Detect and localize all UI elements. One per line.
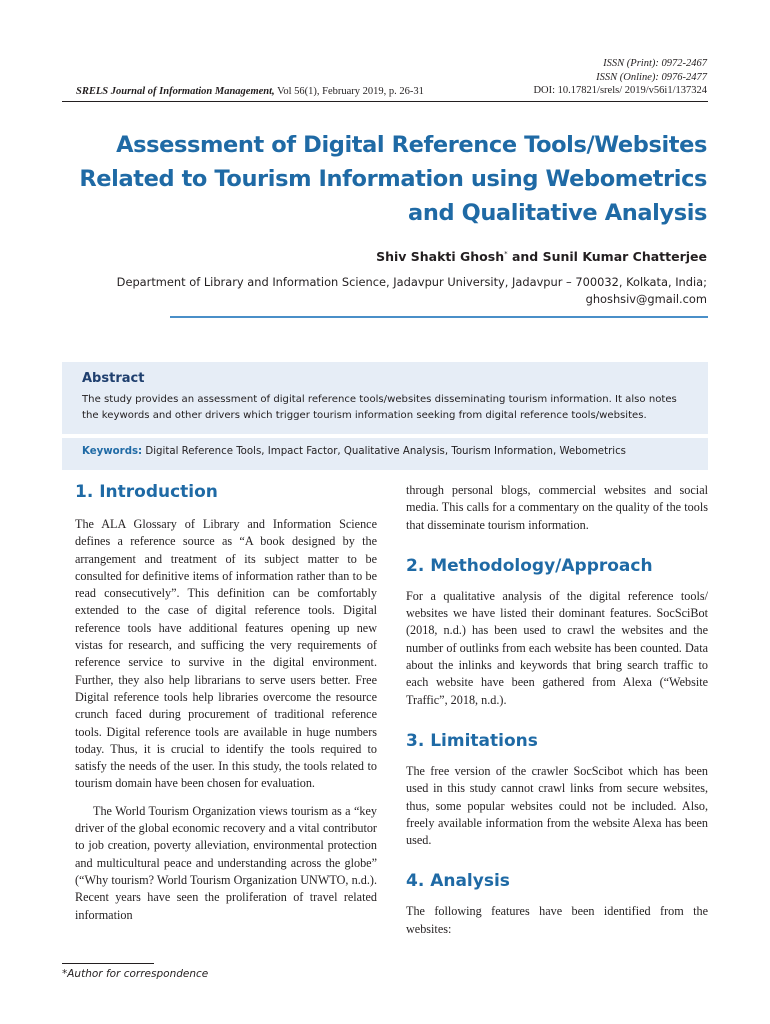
keywords-list: Digital Reference Tools, Impact Factor, Qualitative Analysis, Tourism Information, Webometrics	[142, 446, 626, 457]
paper-title	[47, 128, 707, 230]
author-email[interactable]: ghoshsiv@gmail.com	[585, 292, 707, 306]
identifiers-block	[533, 57, 707, 98]
section-heading-analysis: 4. Analysis	[406, 871, 510, 892]
keywords-box	[62, 436, 708, 470]
author-2: and Sunil Kumar Chatterjee	[507, 249, 707, 264]
doi[interactable]: DOI: 10.17821/srels/ 2019/v56i1/137324	[533, 85, 707, 96]
intro-paragraph-2: The World Tourism Organization views tourism as a “key driver of the global economic recovery and a vital contributor to job creation, poverty alleviation, environmental protection and multicultural peace and understanding across the globe” (“Why tourism? World Tourism Organization UNWTO, n.d.). Recent years have seen the proliferation of travel related information	[75, 803, 377, 922]
affiliation-address: Department of Library and Information Science, Jadavpur University, Jadavpur – 700032, Kolkata, India;	[116, 275, 707, 289]
running-header-citation	[76, 86, 424, 97]
right-column	[406, 482, 708, 938]
title-line-1: Assessment of Digital Reference Tools/Websites	[116, 132, 707, 158]
section-heading-introduction: 1. Introduction	[75, 482, 218, 502]
journal-name: SRELS Journal of Information Management,	[76, 86, 275, 97]
footnote: *Author for correspondence	[62, 968, 209, 980]
affiliation	[107, 274, 707, 308]
authors	[376, 249, 707, 264]
title-line-3: and Qualitative Analysis	[408, 200, 707, 226]
correspondence-marker: *	[504, 249, 508, 258]
intro-paragraph-continued: through personal blogs, commercial websites and social media. This calls for a commentary on the quality of the tools that disseminate tourism information.	[406, 483, 708, 532]
volume-info: Vol 56(1), February 2019, p. 26-31	[274, 86, 424, 97]
footnote-divider	[62, 963, 154, 964]
abstract-text: The study provides an assessment of digital reference tools/websites disseminating tourism information. It also notes the keywords and other drivers which trigger tourism information seeking from digital reference tools/websites.	[82, 394, 677, 421]
title-line-2: Related to Tourism Information using Webometrics	[79, 166, 707, 192]
title-divider	[170, 316, 708, 318]
issn-print: ISSN (Print): 0972-2467	[603, 58, 707, 69]
keywords-label: Keywords:	[82, 446, 143, 457]
issn-online: ISSN (Online): 0976-2477	[596, 71, 707, 83]
abstract-box	[62, 362, 708, 434]
intro-paragraph-1: The ALA Glossary of Library and Information Science defines a reference source as “A book designed by the arrangement and treatment of its subject matter to be consulted for definitive items of information rather than to be read consecutively”. This definition can be comfortably extended to the case of digital reference tools. Digital reference tools have additional features opening up new vistas for research, and sufficing the very requirements of reference service to survive in the digital environment. Further, they also help librarians to serve users better. Free Digital reference tools help libraries overcome the resource crunch faced during procurement of traditional reference tools. Digital reference tools are available in huge numbers today. Thus, it is crucial to identify the tools required to satisfy the needs of the user. In this study, the tools related to tourism domain have been chosen for evaluation.	[75, 517, 377, 791]
methodology-paragraph: For a qualitative analysis of the digital reference tools/ websites we have listed their dominant features. SocSciBot (2018, n.d.) has been used to crawl the websites and the number of outlinks from each website has been counted. Data about the inlinks and keywords that bring search traffic to each website have been gathered from Alexa (“Website Traffic”, 2018, n.d.).	[406, 588, 708, 707]
abstract-heading: Abstract	[82, 371, 145, 386]
section-heading-methodology: 2. Methodology/Approach	[406, 555, 653, 576]
section-heading-limitations: 3. Limitations	[406, 730, 538, 751]
author-1: Shiv Shakti Ghosh	[376, 249, 505, 264]
header-divider	[62, 101, 708, 102]
left-column	[75, 482, 377, 924]
analysis-paragraph: The following features have been identified from the websites:	[406, 904, 708, 936]
limitations-paragraph: The free version of the crawler SocScibot which has been used in this study cannot crawl links from secure websites, thus, some popular websites could not be included. Also, freely available information from the website Alexa has been used.	[406, 763, 708, 848]
